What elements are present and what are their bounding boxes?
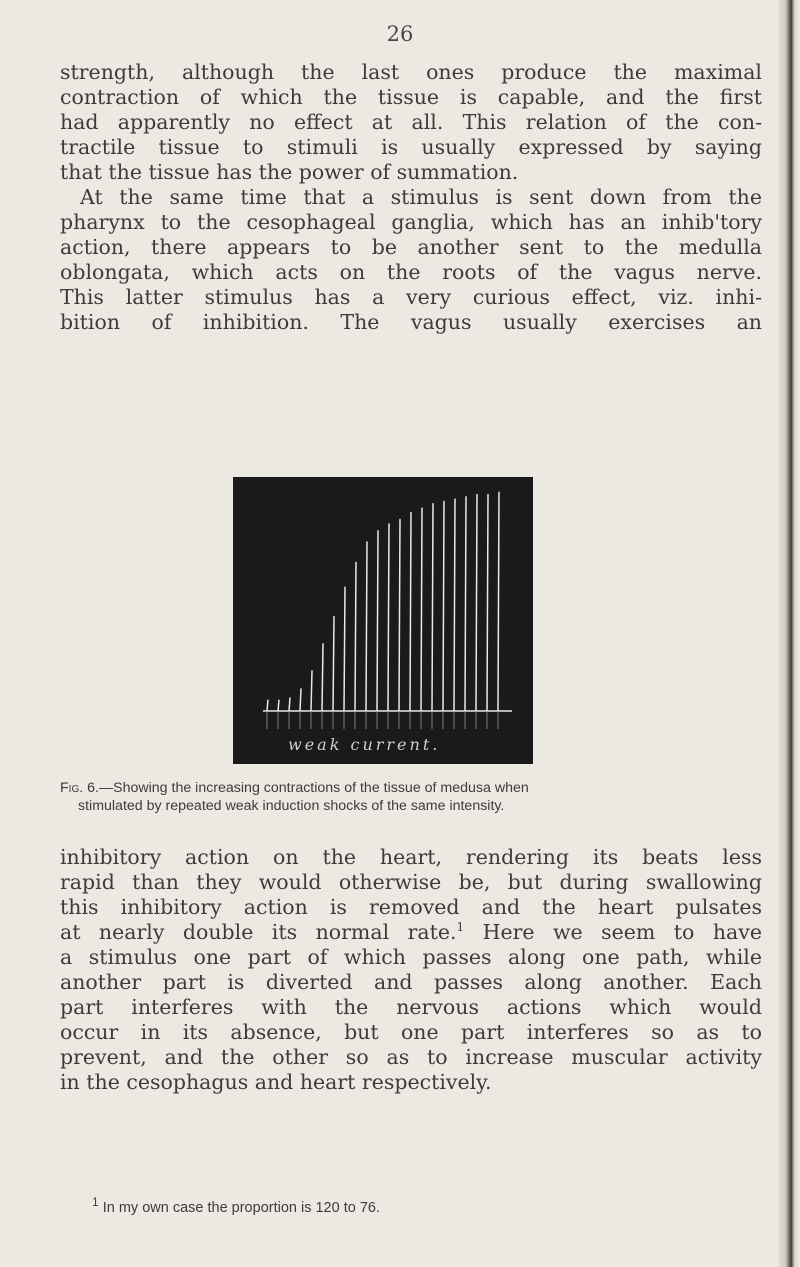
text-line: contraction of which the tissue is capable, and the first	[60, 85, 762, 109]
contraction-stroke	[344, 587, 345, 711]
contraction-stroke	[465, 496, 466, 711]
text-line: part interferes with the nervous actions which would	[60, 995, 762, 1019]
contraction-stroke	[410, 512, 411, 711]
footnote	[92, 1195, 380, 1216]
kymograph-trace	[233, 477, 533, 764]
contraction-stroke	[399, 519, 400, 711]
text-line: oblongata, which acts on the roots of the vagus nerve.	[60, 260, 762, 284]
text-line: At the same time that a stimulus is sent down from the	[80, 185, 762, 209]
figure-kymograph	[233, 477, 533, 764]
text-line: pharynx to the cesophageal ganglia, which has an inhib'tory	[60, 210, 762, 234]
footnote-reference: 1	[456, 920, 465, 935]
caption-figure-number: Fig. 6.	[60, 780, 99, 796]
text-fragment: Here we seem to have	[464, 920, 762, 944]
page-edge-shadow	[778, 0, 800, 1267]
caption-text: stimulated by repeated weak induction shocks of the same intensity.	[78, 798, 505, 814]
contraction-stroke	[289, 697, 290, 711]
text-line: prevent, and the other so as to increase muscular activity	[60, 1045, 762, 1069]
text-fragment: at nearly double its normal rate.	[60, 920, 457, 944]
paragraph-1	[60, 60, 762, 185]
text-line: a stimulus one part of which passes along one path, while	[60, 945, 762, 969]
page-number: 26	[386, 22, 414, 46]
text-line	[60, 920, 762, 945]
text-line: had apparently no effect at all. This relation of the con-	[60, 110, 762, 134]
text-line: that the tissue has the power of summation.	[60, 160, 519, 184]
text-line: inhibitory action on the heart, rendering its beats less	[60, 845, 762, 869]
text-line: in the cesophagus and heart respectively.	[60, 1070, 492, 1094]
contraction-stroke	[278, 700, 279, 711]
text-line: occur in its absence, but one part interferes so as to	[60, 1020, 762, 1044]
text-line: bition of inhibition. The vagus usually exercises an	[60, 310, 762, 334]
contraction-stroke	[355, 562, 356, 711]
contraction-stroke	[443, 501, 444, 711]
text-line: action, there appears to be another sent to the medulla	[60, 235, 762, 259]
text-line: This latter stimulus has a very curious effect, viz. inhi-	[60, 285, 762, 309]
figure-caption	[60, 779, 762, 815]
contraction-stroke	[300, 688, 301, 711]
contraction-stroke	[322, 643, 323, 711]
caption-text: —Showing the increasing contractions of the tissue of medusa when	[98, 780, 529, 796]
contraction-stroke	[454, 499, 455, 711]
paragraph-2	[60, 185, 762, 335]
contraction-stroke	[487, 494, 488, 711]
text-line: tractile tissue to stimuli is usually expressed by saying	[60, 135, 762, 159]
footnote-marker: 1	[92, 1195, 99, 1210]
contraction-stroke	[267, 700, 268, 711]
contraction-stroke	[333, 616, 334, 711]
contraction-stroke	[421, 508, 422, 711]
contraction-stroke	[476, 494, 477, 711]
text-line: strength, although the last ones produce the maximal	[60, 60, 762, 84]
figure-label: weak current.	[288, 735, 441, 754]
text-line: another part is diverted and passes along another. Each	[60, 970, 762, 994]
text-line: rapid than they would otherwise be, but during swallowing	[60, 870, 762, 894]
paragraph-3	[60, 845, 762, 1095]
contraction-stroke	[432, 503, 433, 711]
text-line: this inhibitory action is removed and the heart pulsates	[60, 895, 762, 919]
footnote-text: In my own case the proportion is 120 to 76.	[102, 1200, 380, 1216]
contraction-stroke	[311, 670, 312, 711]
contraction-stroke	[366, 542, 367, 712]
contraction-stroke	[498, 492, 499, 711]
contraction-stroke	[377, 530, 378, 711]
contraction-stroke	[388, 523, 389, 711]
